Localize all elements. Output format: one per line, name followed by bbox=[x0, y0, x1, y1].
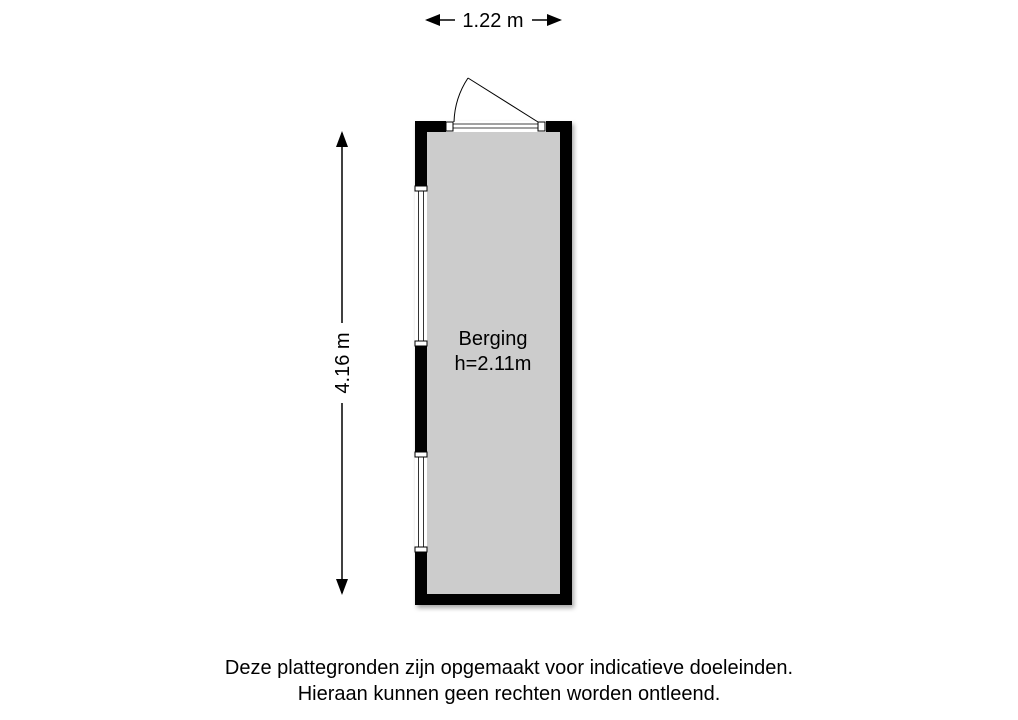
width-arrow-left-icon bbox=[425, 14, 440, 26]
door-swing-arc-icon bbox=[454, 78, 468, 122]
disclaimer-line-2: Hieraan kunnen geen rechten worden ontleend. bbox=[297, 683, 721, 705]
room-height: h=2.11m bbox=[454, 353, 532, 375]
window-left-upper bbox=[415, 186, 427, 346]
door-opening bbox=[446, 121, 546, 132]
height-dimension-label: 4.16 m bbox=[332, 332, 354, 394]
width-dimension-label: 1.22 m bbox=[462, 10, 524, 32]
room-name: Berging bbox=[458, 328, 528, 350]
height-arrow-bottom-icon bbox=[336, 579, 348, 595]
disclaimer-line-1: Deze plattegronden zijn opgemaakt voor indicatieve doeleinden. bbox=[224, 657, 794, 679]
door-jamb-left bbox=[446, 122, 453, 131]
width-dimension bbox=[425, 10, 562, 32]
door-jamb-right bbox=[538, 122, 545, 131]
door-leaf bbox=[468, 78, 538, 122]
width-arrow-right-icon bbox=[547, 14, 562, 26]
height-dimension bbox=[332, 131, 354, 595]
window-left-lower bbox=[415, 452, 427, 552]
room-berging bbox=[415, 78, 572, 605]
height-arrow-top-icon bbox=[336, 131, 348, 147]
